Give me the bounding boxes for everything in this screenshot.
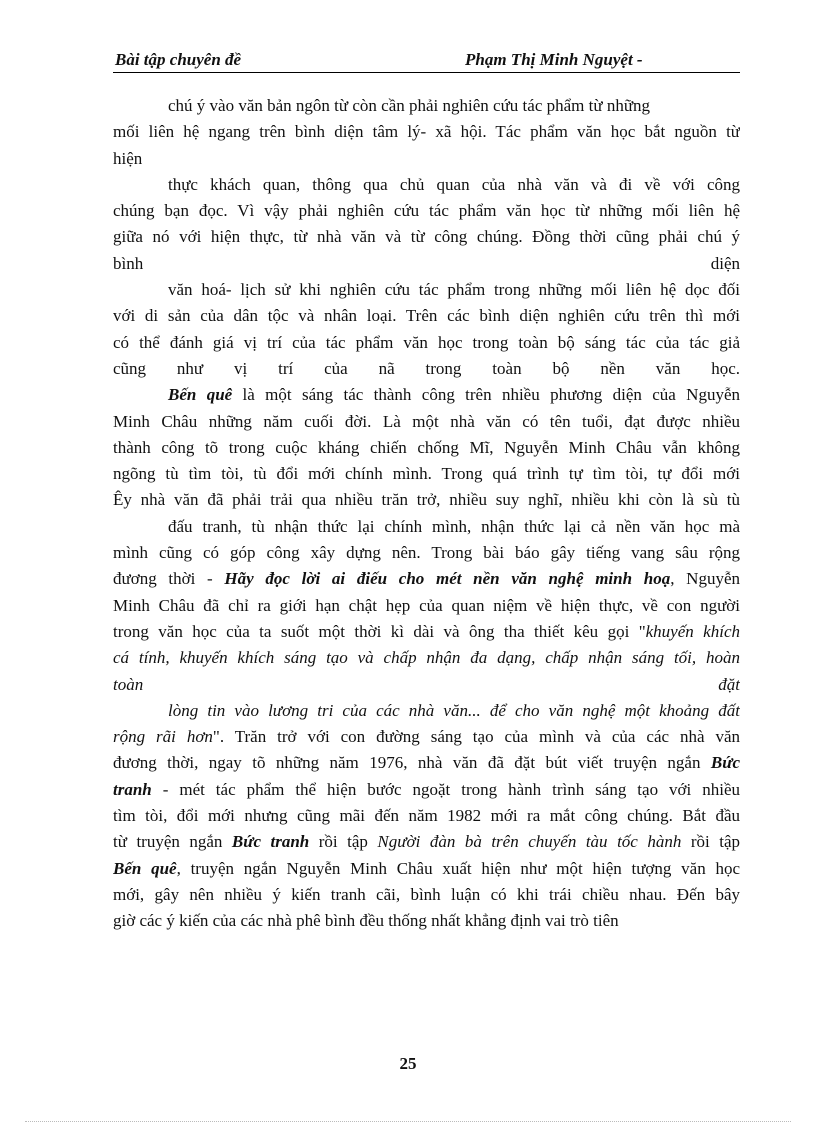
text-line: toàn đặt: [113, 674, 740, 694]
text-line: thực khách quan, thông qua chủ quan của nhà văn và đi về với công: [168, 174, 740, 194]
work-title: tranh: [113, 779, 152, 799]
text-line: Minh Châu những năm cuối đời. Là một nhà văn có tên tuổi, đạt được nhiều: [113, 411, 740, 431]
text-line: giữa nó với hiện thực, từ nhà văn và từ công chúng. Đồng thời cũng phải chú ý: [113, 227, 740, 247]
text-line: đương thời, ngay tõ những năm 1976, nhà văn đã đặt bút viết truyện ngắn Bức: [113, 753, 740, 773]
text-line: Bến quê, truyện ngắn Nguyễn Minh Châu xuất hiện như một hiện tượng văn học: [113, 858, 740, 878]
text-line: từ truyện ngắn Bức tranh rồi tập Người đàn bà trên chuyến tàu tốc hành rồi tập: [113, 832, 740, 852]
text-line: văn hoá- lịch sử khi nghiên cứu tác phẩm trong những mối liên hệ dọc đối: [168, 280, 740, 300]
text-line: mới, gây nên nhiều ý kiến tranh cãi, bình luận có khi trái chiều nhau. Đến bây: [113, 884, 740, 904]
text-line: trong văn học của ta suốt một thời kì dài và ông tha thiết kêu gọi "khuyến khích: [113, 621, 740, 641]
quotation: cá tính, khuyến khích sáng tạo và chấp nhận đa dạng, chấp nhận sáng tối, hoàn: [113, 648, 740, 668]
text-line: đương thời - Hãy đọc lời ai điếu cho mét nền văn nghệ minh hoạ, Nguyễn: [113, 569, 740, 589]
text-line: giờ các ý kiến của các nhà phê bình đều thống nhất khẳng định vai trò tiên: [113, 911, 619, 931]
header-author-name: Phạm Thị Minh Nguyệt -: [465, 50, 643, 69]
page-number: 25: [399, 1054, 417, 1073]
text-line: [113, 698, 740, 724]
text-line: cũng như vị trí của nã trong toàn bộ nền văn học.: [113, 358, 740, 378]
work-title: Bức: [710, 753, 740, 773]
quotation: khuyến khích: [645, 621, 740, 641]
text-line: có thể đánh giá vị trí của tác phẩm văn học trong toàn bộ sáng tác của tác giả: [113, 332, 740, 352]
work-title: Bến quê: [113, 858, 177, 878]
text-line: đấu tranh, tù nhận thức lại chính mình, nhận thức lại cả nền văn học mà: [168, 516, 740, 536]
text-line: mình cũng có góp công xây dựng nên. Trong bài báo gây tiếng vang sâu rộng: [113, 543, 740, 563]
text-line: Minh Châu đã chỉ ra giới hạn chật hẹp của quan niệm về hiện thực, về con người: [113, 595, 740, 615]
text-line: mối liên hệ ngang trên bình diện tâm lý- xã hội. Tác phẩm văn học bắt nguồn từ: [113, 122, 740, 142]
text-line: Bến quê là một sáng tác thành công trên nhiều phương diện của Nguyễn: [168, 385, 740, 405]
text-line: [113, 645, 740, 671]
text-line: tranh - mét tác phẩm thể hiện bước ngoặt trong hành trình sáng tạo với nhiều: [113, 779, 740, 799]
text-line: chúng bạn đọc. Vì vậy phải nghiên cứu tác phẩm văn học từ những mối liên hệ: [113, 201, 740, 221]
work-title: Bức tranh: [231, 832, 310, 852]
text-line: với di sản của dân tộc và nhân loại. Trên các bình diện nghiên cứu trên thì mới: [113, 306, 740, 326]
page-bottom-divider: [25, 1121, 791, 1122]
text-line: chú ý vào văn bản ngôn từ còn cần phải nghiên cứu tác phẩm từ những: [168, 96, 651, 115]
work-title: Bến quê: [168, 385, 233, 405]
text-line: ngõng tù tìm tòi, tù đổi mới chính mình. Trong quá trình tự tìm tòi, tự đổi mới: [113, 464, 740, 484]
text-line: bình diện: [113, 253, 740, 273]
work-title: Hãy đọc lời ai điếu cho mét nền văn nghệ minh hoạ: [224, 569, 671, 589]
text-line: tìm tòi, đổi mới nhưng cũng mãi đến năm 1982 mới ra mắt công chúng. Bắt đầu: [113, 806, 740, 826]
text-line: thành công tõ trong cuộc kháng chiến chống Mĩ, Nguyễn Minh Châu vẫn không: [113, 437, 740, 457]
text-line: rộng rãi hơn". Trăn trở với con đường sáng tạo của mình và của các nhà văn: [113, 727, 740, 747]
quotation: rộng rãi hơn: [113, 727, 213, 747]
work-title: Người đàn bà trên chuyến tàu tốc hành: [377, 832, 682, 852]
quotation: lòng tin vào lương tri của các nhà văn... để cho văn nghệ một khoảng đất: [168, 700, 740, 720]
page-header: [113, 46, 740, 73]
header-course-title: Bài tập chuyên đề: [115, 50, 242, 69]
text-line: Êy nhà văn đã phải trải qua nhiều trăn trở, nhiều suy nghĩ, nhiều khi còn là sù tù: [113, 490, 740, 510]
body-text: [113, 93, 740, 935]
text-line: hiện: [113, 148, 143, 168]
